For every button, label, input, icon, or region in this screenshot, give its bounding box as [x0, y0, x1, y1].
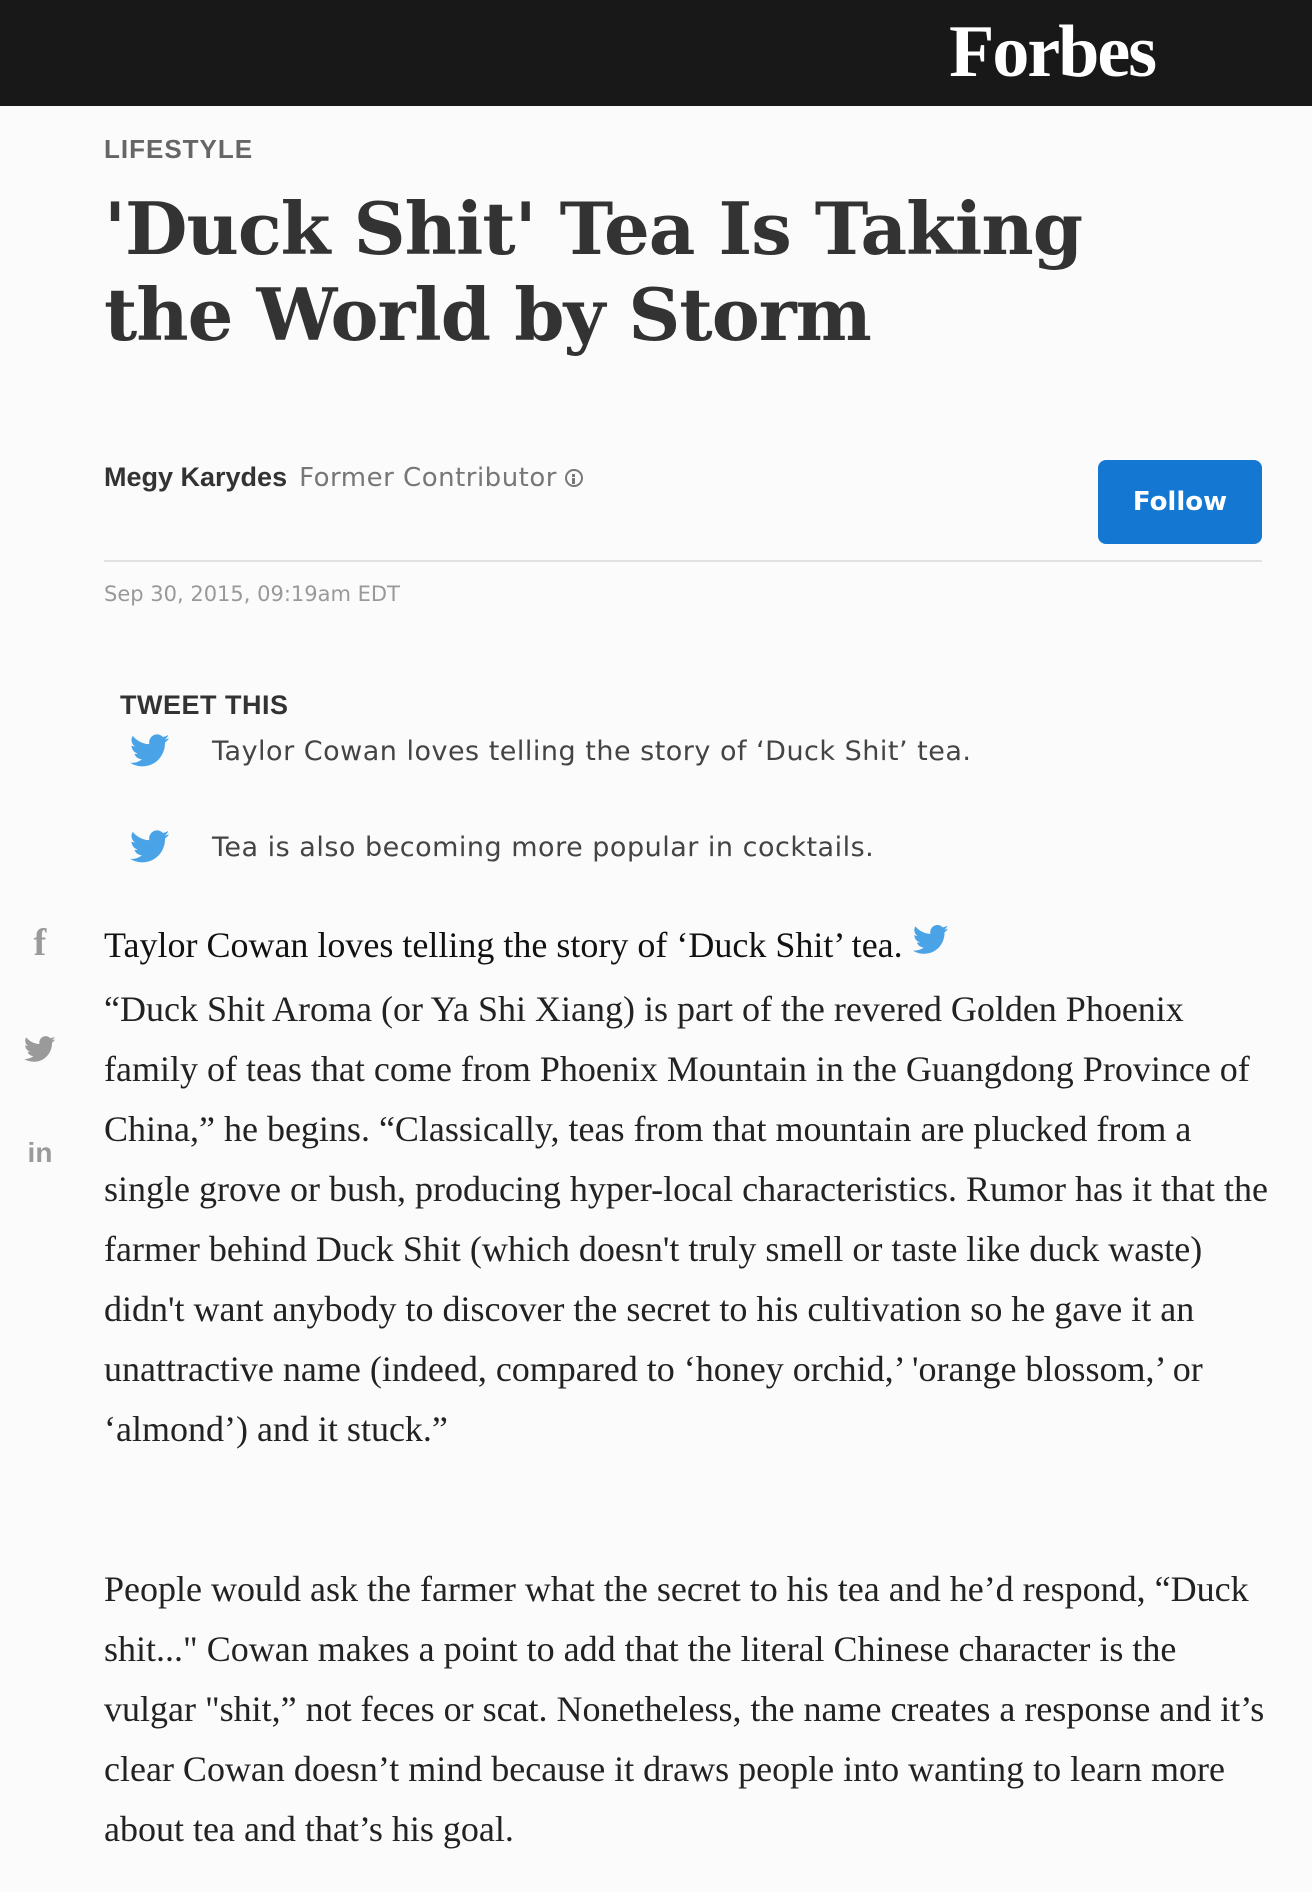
article-headline: 'Duck Shit' Tea Is Taking the World by Storm: [104, 186, 1083, 357]
twitter-bird-icon: [130, 830, 170, 864]
info-icon[interactable]: [565, 469, 583, 487]
tweet-this-title: TWEET THIS: [120, 690, 289, 720]
author-name[interactable]: Megy Karydes: [104, 462, 288, 492]
twitter-bird-icon: [130, 734, 170, 768]
tweet-item[interactable]: [130, 830, 874, 864]
divider: [104, 560, 1262, 562]
publish-date: Sep 30, 2015, 09:19am EDT: [104, 582, 400, 606]
byline: [104, 462, 583, 493]
body-paragraph: “Duck Shit Aroma (or Ya Shi Xiang) is part of the revered Golden Phoenix family of teas that come from Phoenix Mountain in the Guangdong Province of China,” he begins. “Classically, teas from that mountain are plucked from a single grove or bush, producing hyper-local characteristics. Rumor has it that the farmer behind Duck Shit (which doesn't truly smell or taste like duck waste) didn't want anybody to discover the secret to his cultivation so he gave it an unattractive name (indeed, compared to ‘honey orchid,’ 'orange blossom,’ or ‘almond’) and it stuck.”: [104, 989, 1268, 1449]
follow-button[interactable]: Follow: [1098, 460, 1262, 544]
twitter-bird-icon[interactable]: [913, 925, 949, 955]
author-role: Former Contributor: [299, 462, 557, 493]
tweet-text: Tea is also becoming more popular in cocktails.: [212, 831, 875, 863]
lead-tweetable-line[interactable]: [104, 924, 949, 966]
top-bar: [0, 0, 1312, 106]
twitter-icon[interactable]: [22, 1031, 58, 1067]
lead-text: Taylor Cowan loves telling the story of ‘Duck Shit’ tea.: [104, 925, 903, 965]
tweet-text: Taylor Cowan loves telling the story of ‘Duck Shit’ tea.: [212, 735, 972, 767]
category-label[interactable]: LIFESTYLE: [104, 134, 254, 164]
facebook-icon[interactable]: f: [33, 922, 47, 964]
body-paragraph: People would ask the farmer what the secret to his tea and he’d respond, “Duck shit..." Cowan makes a point to add that the literal Chinese character is the vulgar "shit,” not feces or scat. Nonetheless, the name creates a response and it’s clear Cowan doesn’t mind because it draws people into wanting to learn more about tea and that’s his goal.: [104, 1569, 1265, 1849]
linkedin-icon[interactable]: in: [27, 1137, 53, 1168]
forbes-logo[interactable]: Forbes: [949, 11, 1155, 93]
tweet-item[interactable]: [130, 734, 971, 768]
